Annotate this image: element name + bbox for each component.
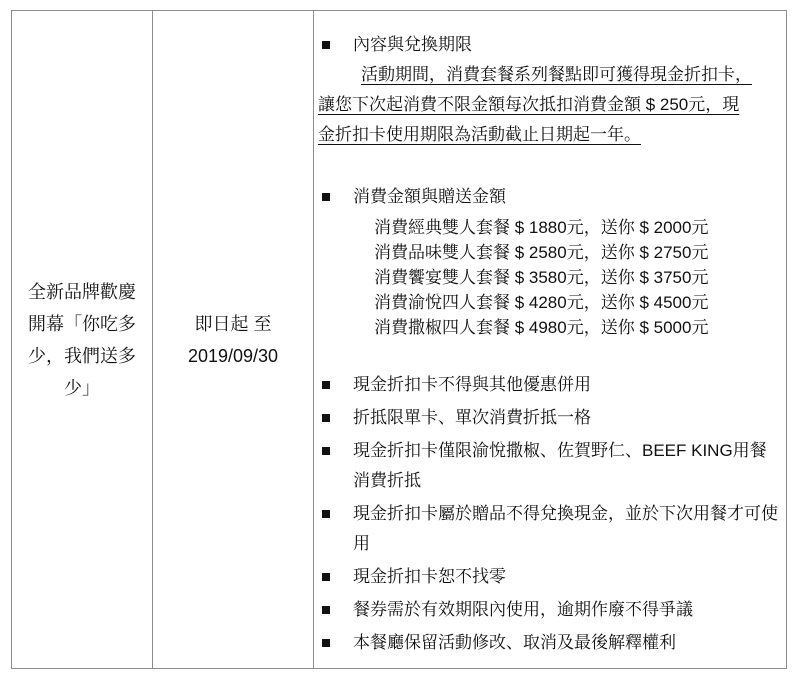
bullet-square-icon [322,606,330,614]
bullet-square-icon [322,381,330,389]
terms-note [314,499,786,559]
note-text: 現金折扣卡不得與其他優惠併用 [353,375,591,394]
bullet-square-icon [322,573,330,581]
price-line: 消費饗宴雙人套餐 $ 3580元，送你 $ 3750元 [374,268,709,287]
promotion-terms-cell [314,11,786,668]
terms-note [314,370,786,400]
terms-note [314,403,786,433]
terms-note [314,595,786,625]
bullet-square-icon [322,414,330,422]
note-text: 折抵限單卡、單次消費折抵一格 [353,408,591,427]
period-date: 2019/09/30 [187,345,279,366]
section-content-and-redemption [314,30,786,150]
bullet-square-icon [322,510,330,518]
price-line: 消費品味雙人套餐 $ 2580元，送你 $ 2750元 [374,243,709,262]
bullet-square-icon [322,447,330,455]
redemption-paragraph [314,60,786,150]
price-line: 消費撒椒四人套餐 $ 4980元，送你 $ 5000元 [374,318,709,337]
note-text: 現金折扣卡屬於贈品不得兌換現金，並於下次用餐才可使用 [353,504,778,553]
bullet-square-icon [322,41,330,49]
promotion-terms-table [11,10,787,669]
bullet-square-icon [322,193,330,201]
price-list [314,215,786,340]
terms-note [314,628,786,658]
price-line: 消費渝悅四人套餐 $ 4280元，送你 $ 4500元 [374,293,709,312]
terms-note-list [314,370,786,658]
promotion-name-line: 全新品牌歡慶 [28,281,136,302]
note-text: 現金折扣卡恕不找零 [353,567,506,586]
paragraph-line: 活動期間，消費套餐系列餐點即可獲得現金折扣卡， [361,65,752,84]
terms-note [314,436,786,496]
price-line: 消費經典雙人套餐 $ 1880元，送你 $ 2000元 [374,218,709,237]
spend-heading: 消費金額與贈送金額 [353,187,506,206]
note-text: 現金折扣卡僅限渝悅撒椒、佐賀野仁、BEEF KING用餐消費折抵 [353,441,767,490]
terms-heading-row [314,30,786,60]
promotion-period-cell [153,11,314,668]
paragraph-line: 金折扣卡使用期限為活動截止日期起一年。 [318,125,641,144]
bullet-square-icon [322,639,330,647]
spend-heading-row [314,182,786,212]
section-spend-and-gift [314,182,786,340]
promotion-name-cell [12,11,153,668]
terms-note [314,562,786,592]
promotion-name-line: 少」 [64,377,100,398]
period-text: 即日起 至 [194,313,272,334]
paragraph-line: 讓您下次起消費不限金額每次抵扣消費金額 $ 250元，現 [318,95,740,114]
promotion-name-line: 開幕「你吃多 [28,313,136,334]
promotion-name-line: 少，我們送多 [28,345,136,366]
terms-heading: 內容與兌換期限 [353,35,472,54]
note-text: 本餐廳保留活動修改、取消及最後解釋權利 [353,633,676,652]
note-text: 餐券需於有效期限內使用，逾期作廢不得爭議 [353,600,693,619]
